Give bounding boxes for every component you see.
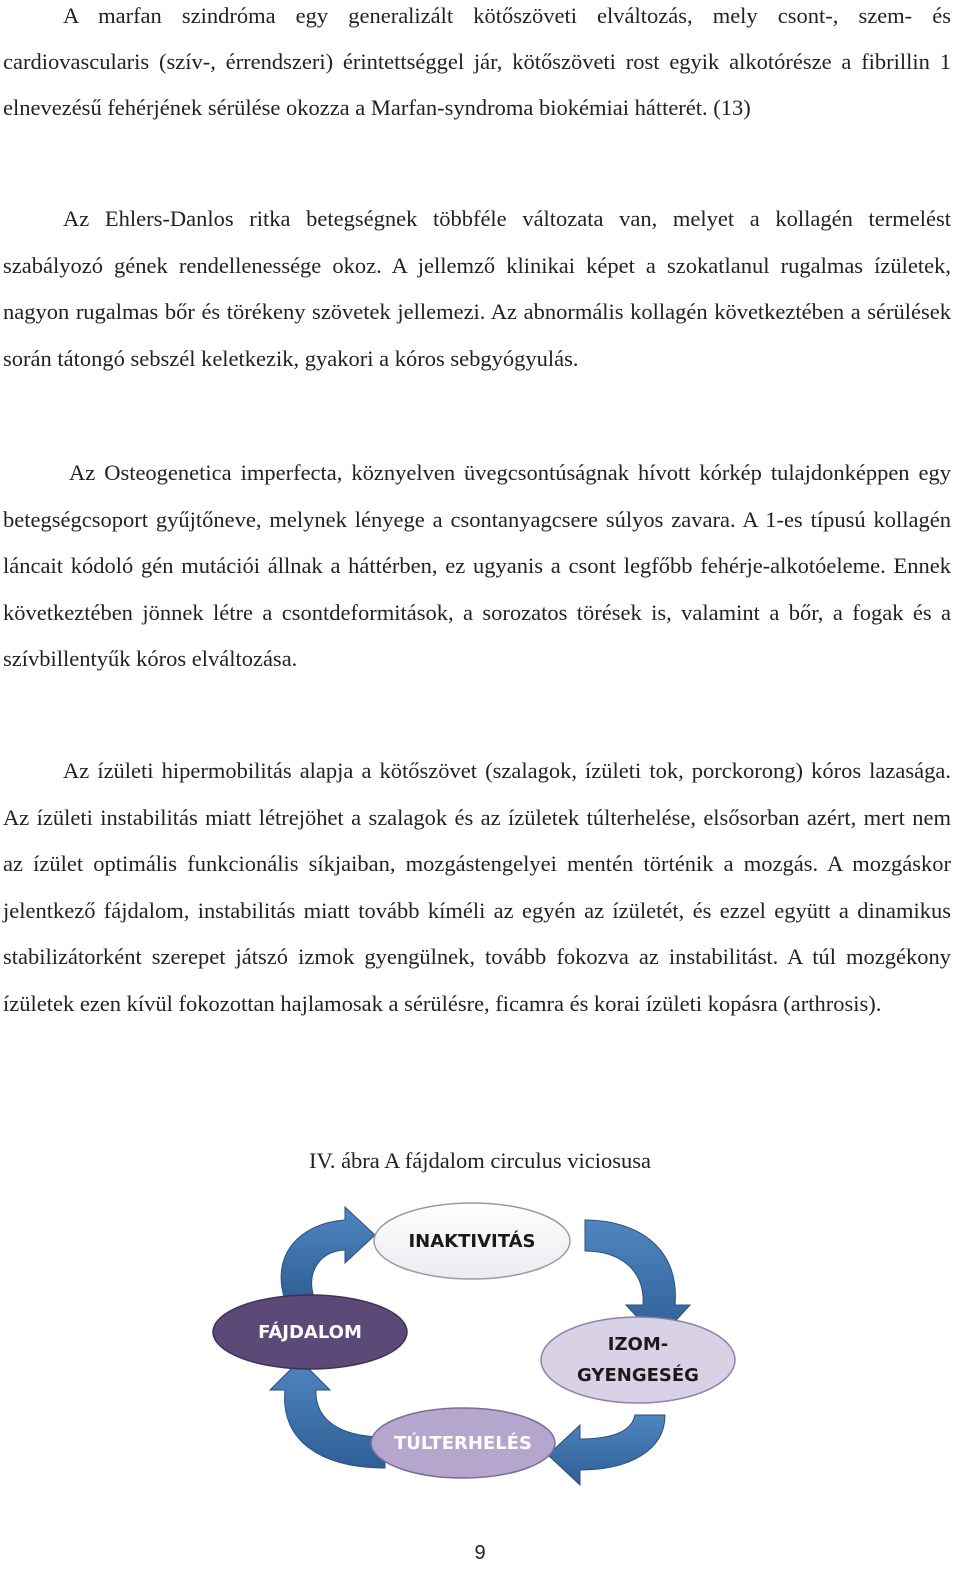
node-pain xyxy=(213,1295,407,1369)
cycle-arrow-bottom-left xyxy=(270,1360,385,1468)
node-muscle-weakness-label-2: GYENGESÉG xyxy=(577,1365,699,1386)
cycle-arrow-right-bottom xyxy=(548,1415,665,1485)
paragraph-marfan: A marfan szindróma egy generalizált kötőszöveti elváltozás, mely csont-, szem- és cardiovascularis (szív-, érrendszeri) érintettséggel jár, kötőszöveti rost egyik alkotórésze a fibrillin 1 elnevezésű fehérjének sérülése okozza a Marfan-syndroma biokémiai hátterét. (13) xyxy=(3,3,951,120)
figure-caption: IV. ábra A fájdalom circulus viciosusa xyxy=(308,1148,651,1173)
node-inactivity xyxy=(374,1203,570,1279)
paragraph-ehlers-danlos: Az Ehlers-Danlos ritka betegségnek többféle változata van, melyet a kollagén termelést szabályozó gének rendellenessége okoz. A jellemző klinikai képet a szokatlanul rugalmas ízületek, nagyon rugalmas bőr és törékeny szövetek jellemezi. Az abnormális kollagén következtében a sérülések során tátongó sebszél keletkezik, gyakori a kóros sebgyógyulás. xyxy=(3,206,951,371)
paragraph-hypermobility: Az ízületi hipermobilitás alapja a kötőszövet (szalagok, ízületi tok, porckorong) kóros lazasága. Az ízületi instabilitás miatt létrejöhet a szalagok és az ízületek túlterhelése, elsősorban azért, mert nem az ízület optimális funkcionális síkjaiban, mozgástengelyei mentén történik a mozgás. A mozgáskor jelentkező fájdalom, instabilitás miatt tovább kíméli az egyén az ízületét, és ezzel együtt a dinamikus stabilizátorként szerepet játszó izmok gyengülnek, tovább fokozva az instabilitást. A túl mozgékony ízületek ezen kívül fokozottan hajlamosak a sérülésre, ficamra és korai ízületi kopásra (arthrosis). xyxy=(3,758,951,1016)
node-muscle-weakness xyxy=(541,1317,735,1403)
node-pain-label: FÁJDALOM xyxy=(258,1322,362,1343)
node-overload-label: TÚLTERHELÉS xyxy=(394,1433,532,1454)
node-overload xyxy=(371,1408,555,1478)
pain-cycle-diagram xyxy=(0,1195,960,1515)
cycle-arrow-left-up xyxy=(281,1207,375,1300)
page-number: 9 xyxy=(474,1542,486,1564)
node-inactivity-label: INAKTIVITÁS xyxy=(408,1231,536,1252)
paragraph-osteogenesis: Az Osteogenetica imperfecta, köznyelven üvegcsontúságnak hívott kórkép tulajdonképpen egy betegségcsoport gyűjtőneve, melynek lényege a csontanyagcsere súlyos zavara. A 1-es típusú kollagén láncait kódoló gén mutációi állnak a háttérben, ez ugyanis a csont legfőbb fehérje-alkotóeleme. Ennek következtében jönnek létre a csontdeformitások, a sorozatos törések is, valamint a bőr, a fogak és a szívbillentyűk kóros elváltozása. xyxy=(3,460,951,671)
node-muscle-weakness-label-1: IZOM- xyxy=(607,1334,669,1355)
